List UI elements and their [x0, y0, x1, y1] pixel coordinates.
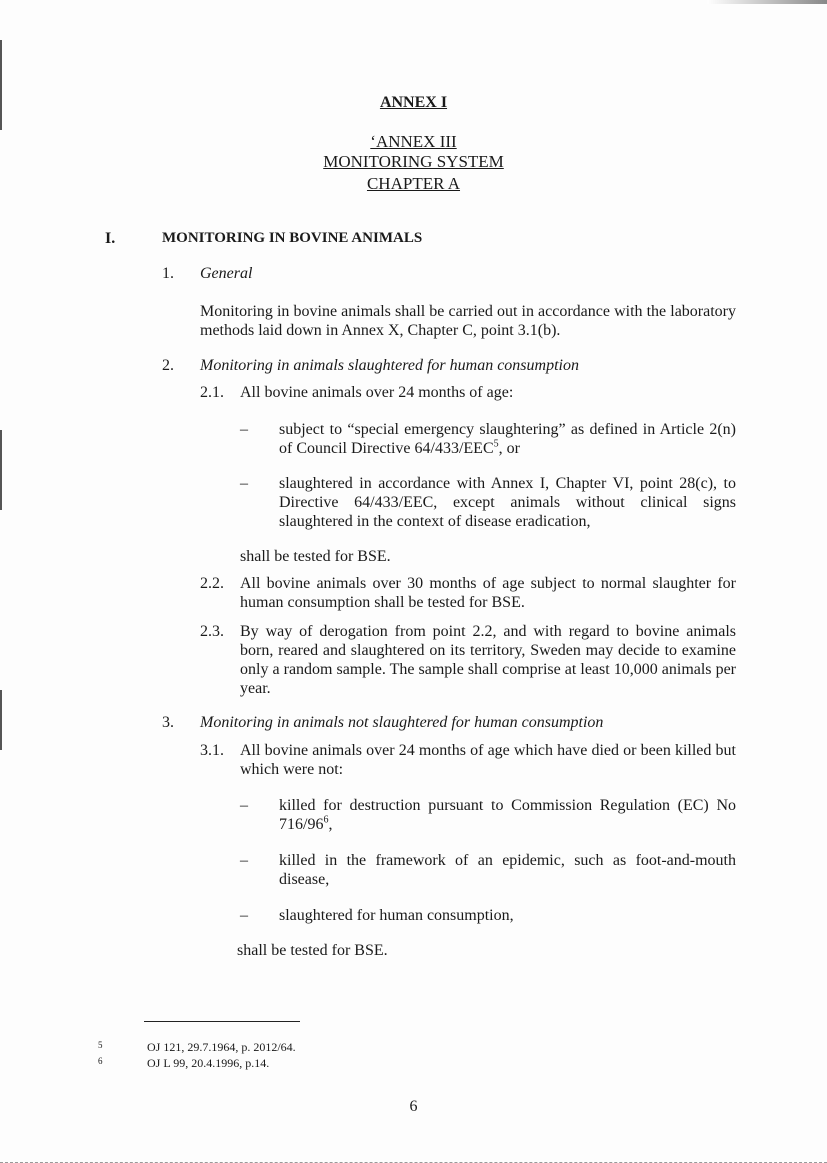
p23-number: 2.3.	[200, 623, 224, 640]
p1-text: Monitoring in bovine animals shall be carried out in accordance with the laboratory methods laid down in Annex X, Chapter C, point 3.1(b).	[200, 303, 736, 339]
section-number: I.	[105, 230, 116, 247]
p31-bullet-1-text: killed for destruction pursuant to Commission Regulation (EC) No 716/96	[279, 797, 736, 833]
p22-number: 2.2.	[200, 575, 224, 592]
p21-text: All bovine animals over 24 months of age:	[240, 384, 514, 401]
p2-heading: Monitoring in animals slaughtered for human consumption	[200, 357, 579, 374]
dash-bullet: –	[240, 852, 248, 869]
p21-bullet-1-tail: , or	[498, 440, 520, 457]
p23-text: By way of derogation from point 2.2, and with regard to bovine animals born, reared and slaughtered on its territory, Sweden may decide to examine only a random sample. The sample shall comprise at least 10,000 animals per year.	[240, 623, 736, 697]
p21-bullet-1	[279, 420, 736, 458]
footnote-ref-5: 5	[493, 438, 499, 450]
scan-edge-mark	[707, 0, 827, 4]
p31-bullet-1-tail: ,	[328, 816, 333, 833]
footnote-ref-6: 6	[323, 814, 329, 826]
p31-text: All bovine animals over 24 months of age which have died or been killed but which were not:	[240, 742, 736, 778]
p3-heading: Monitoring in animals not slaughtered for human consumption	[200, 714, 604, 731]
footnote-6-text: OJ L 99, 20.4.1996, p.14.	[147, 1056, 270, 1070]
p31-bullet-2: killed in the framework of an epidemic, such as foot-and-mouth disease,	[279, 852, 736, 888]
footnote-separator	[144, 1021, 300, 1022]
p1-number: 1.	[162, 265, 174, 282]
p31-number: 3.1.	[200, 742, 224, 759]
footnote-5-text: OJ 121, 29.7.1964, p. 2012/64.	[147, 1040, 296, 1054]
annex-iii-heading: ‘ANNEX III	[370, 132, 457, 151]
annex-title: ANNEX I	[379, 94, 448, 111]
p3-number: 3.	[162, 714, 174, 731]
p21-bullet-2: slaughtered in accordance with Annex I, Chapter VI, point 28(c), to Directive 64/433/EEC, except animals without clinical signs slaughtered in the context of disease eradication,	[279, 475, 736, 530]
section-title: MONITORING IN BOVINE ANIMALS	[162, 230, 423, 246]
p21-closing: shall be tested for BSE.	[240, 548, 391, 565]
dash-bullet: –	[240, 421, 248, 438]
p21-number: 2.1.	[200, 384, 224, 401]
footnote-6-number: 6	[98, 1056, 103, 1066]
monitoring-system-heading: MONITORING SYSTEM	[323, 152, 504, 171]
scan-edge-mark	[0, 40, 2, 130]
p31-bullet-1	[279, 796, 736, 834]
p31-closing: shall be tested for BSE.	[237, 942, 388, 959]
footnote-5-number: 5	[98, 1040, 103, 1050]
dash-bullet: –	[240, 907, 248, 924]
dash-bullet: –	[240, 475, 248, 492]
page-number: 6	[409, 1098, 418, 1115]
scan-edge-mark	[0, 430, 2, 510]
dash-bullet: –	[240, 797, 248, 814]
p22-text: All bovine animals over 30 months of age subject to normal slaughter for human consumption shall be tested for BSE.	[240, 575, 736, 611]
chapter-heading: CHAPTER A	[366, 174, 461, 193]
p31-bullet-3: slaughtered for human consumption,	[279, 907, 514, 924]
p21-bullet-1-text: subject to “special emergency slaughtering” as defined in Article 2(n) of Council Directive 64/433/EEC	[279, 421, 736, 457]
p1-heading: General	[200, 265, 253, 282]
scan-edge-mark	[0, 690, 2, 750]
p2-number: 2.	[162, 357, 174, 374]
